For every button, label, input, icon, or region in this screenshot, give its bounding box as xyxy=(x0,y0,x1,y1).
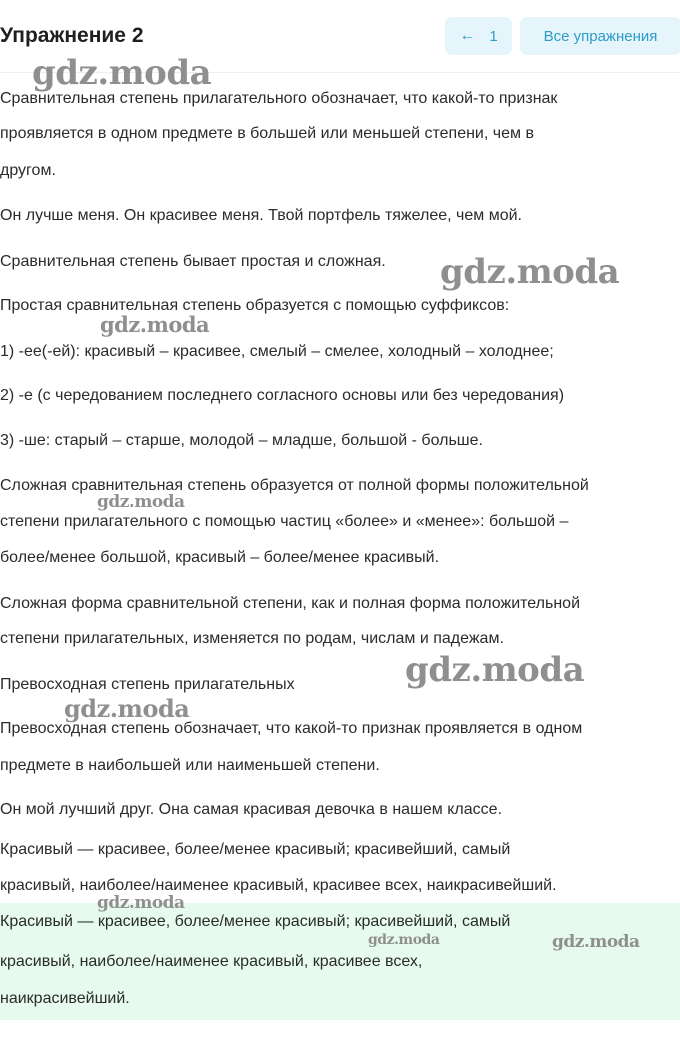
watermark: gdz.moda xyxy=(32,53,212,93)
highlighted-text-line: наикрасивейший. xyxy=(0,990,130,1007)
highlighted-text-line: Красивый — красивее, более/менее красивый; красивейший, самый xyxy=(0,913,511,930)
watermark: gdz.moda xyxy=(405,650,585,690)
previous-exercise-number: 1 xyxy=(489,27,498,45)
watermark: gdz.moda xyxy=(100,312,210,337)
watermark: gdz.moda xyxy=(97,893,185,913)
watermark: gdz.moda xyxy=(368,932,440,948)
all-exercises-button[interactable]: Все упражнения xyxy=(520,17,680,55)
text-line: Сложная форма сравнительной степени, как и полная форма положительной xyxy=(0,595,581,612)
watermark: gdz.moda xyxy=(97,492,185,512)
text-line: Превосходная степень обозначает, что какой-то признак проявляется в одном xyxy=(0,720,583,737)
text-line: Сложная сравнительная степень образуется от полной формы положительной xyxy=(0,477,589,494)
text-line: 1) -ее(-ей): красивый – красивее, смелый – смелее, холодный – холоднее; xyxy=(0,343,554,360)
text-line: степени прилагательных, изменяется по родам, числам и падежам. xyxy=(0,630,504,647)
section-heading: Превосходная степень прилагательных xyxy=(0,676,295,693)
text-line: степени прилагательного с помощью частиц «более» и «менее»: большой – xyxy=(0,513,569,530)
previous-exercise-button[interactable] xyxy=(445,17,512,55)
watermark: gdz.moda xyxy=(552,932,640,952)
text-line: красивый, наиболее/наименее красивый, красивее всех, наикрасивейший. xyxy=(0,877,557,894)
page-title: Упражнение 2 xyxy=(0,24,144,47)
watermark: gdz.moda xyxy=(440,252,620,292)
text-line: Сравнительная степень прилагательного обозначает, что какой-то признак xyxy=(0,90,558,107)
text-line: Он мой лучший друг. Она самая красивая девочка в нашем классе. xyxy=(0,801,503,818)
highlighted-text-line: красивый, наиболее/наименее красивый, красивее всех, xyxy=(0,953,423,970)
text-line: проявляется в одном предмете в большей или меньшей степени, чем в xyxy=(0,125,534,142)
watermark: gdz.moda xyxy=(64,694,190,723)
arrow-left-icon: ← xyxy=(459,27,476,44)
text-line: предмете в наибольшей или наименьшей степени. xyxy=(0,757,380,774)
text-line: 3) -ше: старый – старше, молодой – младше, большой - больше. xyxy=(0,432,483,449)
text-line: Простая сравнительная степень образуется с помощью суффиксов: xyxy=(0,297,510,314)
text-line: Красивый — красивее, более/менее красивый; красивейший, самый xyxy=(0,841,511,858)
text-line: Сравнительная степень бывает простая и сложная. xyxy=(0,253,386,270)
text-line: 2) -е (с чередованием последнего согласного основы или без чередования) xyxy=(0,387,565,404)
text-line: более/менее большой, красивый – более/менее красивый. xyxy=(0,549,440,566)
text-line: Он лучше меня. Он красивее меня. Твой портфель тяжелее, чем мой. xyxy=(0,207,522,224)
text-line: другом. xyxy=(0,162,56,179)
